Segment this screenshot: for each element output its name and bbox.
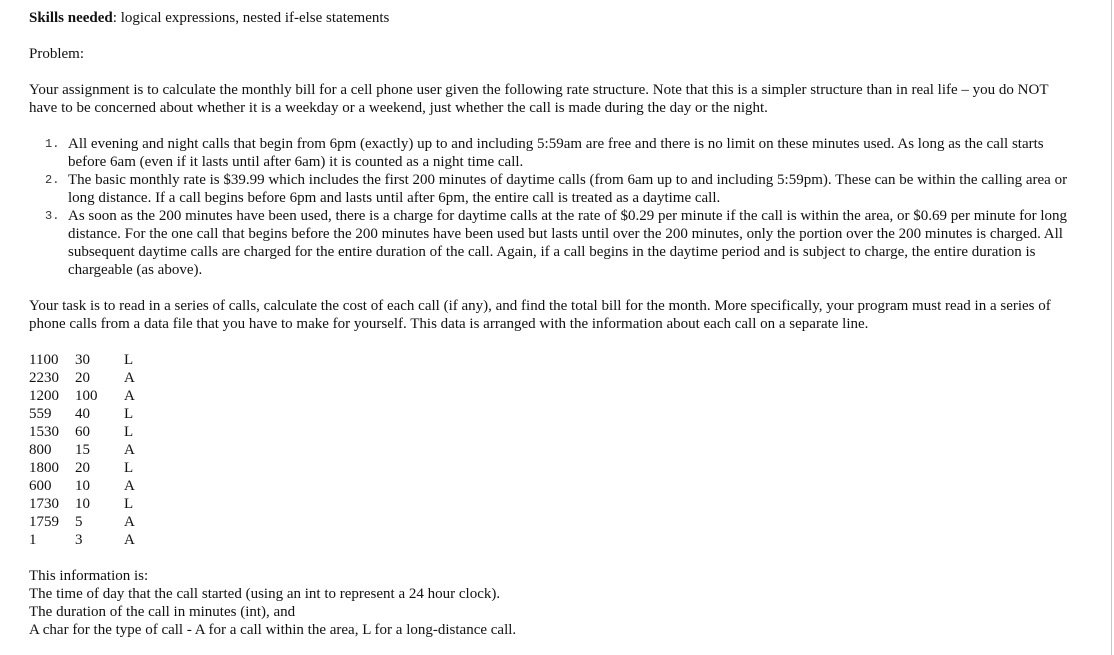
table-row — [29, 477, 154, 495]
call-type: L — [124, 460, 134, 476]
table-row — [29, 405, 154, 423]
problem-label: Problem: — [29, 46, 84, 62]
call-type: L — [124, 352, 134, 368]
table-row — [29, 351, 154, 369]
table-row — [29, 531, 154, 549]
call-duration: 20 — [75, 370, 90, 386]
call-time: 1100 — [29, 352, 59, 368]
table-row — [29, 369, 154, 387]
rule-item — [29, 171, 1079, 207]
call-time: 600 — [29, 478, 52, 494]
skills-label: Skills needed — [29, 10, 113, 26]
info-section — [29, 567, 1079, 639]
skills-line — [29, 9, 1079, 27]
info-line: A char for the type of call - A for a call within the area, L for a long-distance call. — [29, 622, 517, 638]
info-line: The duration of the call in minutes (int), and — [29, 604, 296, 620]
document-content — [29, 9, 1079, 639]
call-time: 1759 — [29, 514, 59, 530]
call-time: 1730 — [29, 496, 59, 512]
call-type: L — [124, 424, 134, 440]
call-type: A — [124, 370, 135, 386]
call-time: 800 — [29, 442, 52, 458]
rule-number: 1. — [45, 137, 60, 151]
call-time: 559 — [29, 406, 52, 422]
table-row — [29, 513, 154, 531]
info-heading: This information is: — [29, 568, 149, 584]
table-row — [29, 459, 154, 477]
call-type: A — [124, 514, 135, 530]
call-type: L — [124, 496, 134, 512]
call-duration: 20 — [75, 460, 90, 476]
rule-number: 3. — [45, 209, 60, 223]
call-duration: 10 — [75, 496, 90, 512]
call-time: 1800 — [29, 460, 59, 476]
rule-number: 2. — [45, 173, 60, 187]
call-duration: 30 — [75, 352, 90, 368]
table-row — [29, 387, 154, 405]
call-duration: 60 — [75, 424, 90, 440]
rate-rules-list — [29, 135, 1079, 279]
call-type: A — [124, 478, 135, 494]
intro-paragraph: Your assignment is to calculate the monthly bill for a cell phone user given the following rate structure. Note that this is a simpler structure than in real life – you do NOT have to be concerned about whether it is a weekday or a weekend, just whether the call is made during the day or the night. — [29, 82, 1049, 116]
rule-text: All evening and night calls that begin from 6pm (exactly) up to and including 5:59am are free and there is no limit on these minutes used. As long as the call starts before 6am (even if it lasts until after 6am) it is counted as a night time call. — [68, 136, 1044, 170]
skills-text: : logical expressions, nested if-else statements — [112, 10, 390, 26]
call-time: 1530 — [29, 424, 59, 440]
rule-item — [29, 135, 1079, 171]
call-duration: 15 — [75, 442, 90, 458]
call-duration: 5 — [75, 514, 83, 530]
info-line: The time of day that the call started (using an int to represent a 24 hour clock). — [29, 586, 501, 602]
table-row — [29, 441, 154, 459]
call-time: 1200 — [29, 388, 59, 404]
call-duration: 100 — [75, 388, 98, 404]
calls-data-table — [29, 351, 154, 549]
call-duration: 40 — [75, 406, 90, 422]
table-row — [29, 495, 154, 513]
call-time: 2230 — [29, 370, 59, 386]
rule-text: As soon as the 200 minutes have been used, there is a charge for daytime calls at the rate of $0.29 per minute if the call is within the area, or $0.69 per minute for long distance. For the one call that begins before the 200 minutes have been used but lasts until over the 200 minutes, only the portion over the 200 minutes is charged. All subsequent daytime calls are charged for the entire duration of the call. Again, if a call begins in the daytime period and is subject to charge, the entire duration is chargeable (as above). — [68, 208, 1068, 278]
call-type: A — [124, 442, 135, 458]
call-duration: 10 — [75, 478, 90, 494]
task-paragraph: Your task is to read in a series of calls, calculate the cost of each call (if any), and find the total bill for the month. More specifically, your program must read in a series of phone calls from a data file that you have to make for yourself. This data is arranged with the information about each call on a separate line. — [29, 298, 1051, 332]
table-row — [29, 423, 154, 441]
call-duration: 3 — [75, 532, 83, 548]
call-type: A — [124, 388, 135, 404]
rule-item — [29, 207, 1079, 279]
call-type: A — [124, 532, 135, 548]
call-type: L — [124, 406, 134, 422]
call-time: 1 — [29, 532, 37, 548]
rule-text: The basic monthly rate is $39.99 which includes the first 200 minutes of daytime calls (from 6am up to and including 5:59pm). These can be within the calling area or long distance. If a call begins before 6pm and lasts until after 6pm, the entire call is treated as a daytime call. — [68, 172, 1068, 206]
